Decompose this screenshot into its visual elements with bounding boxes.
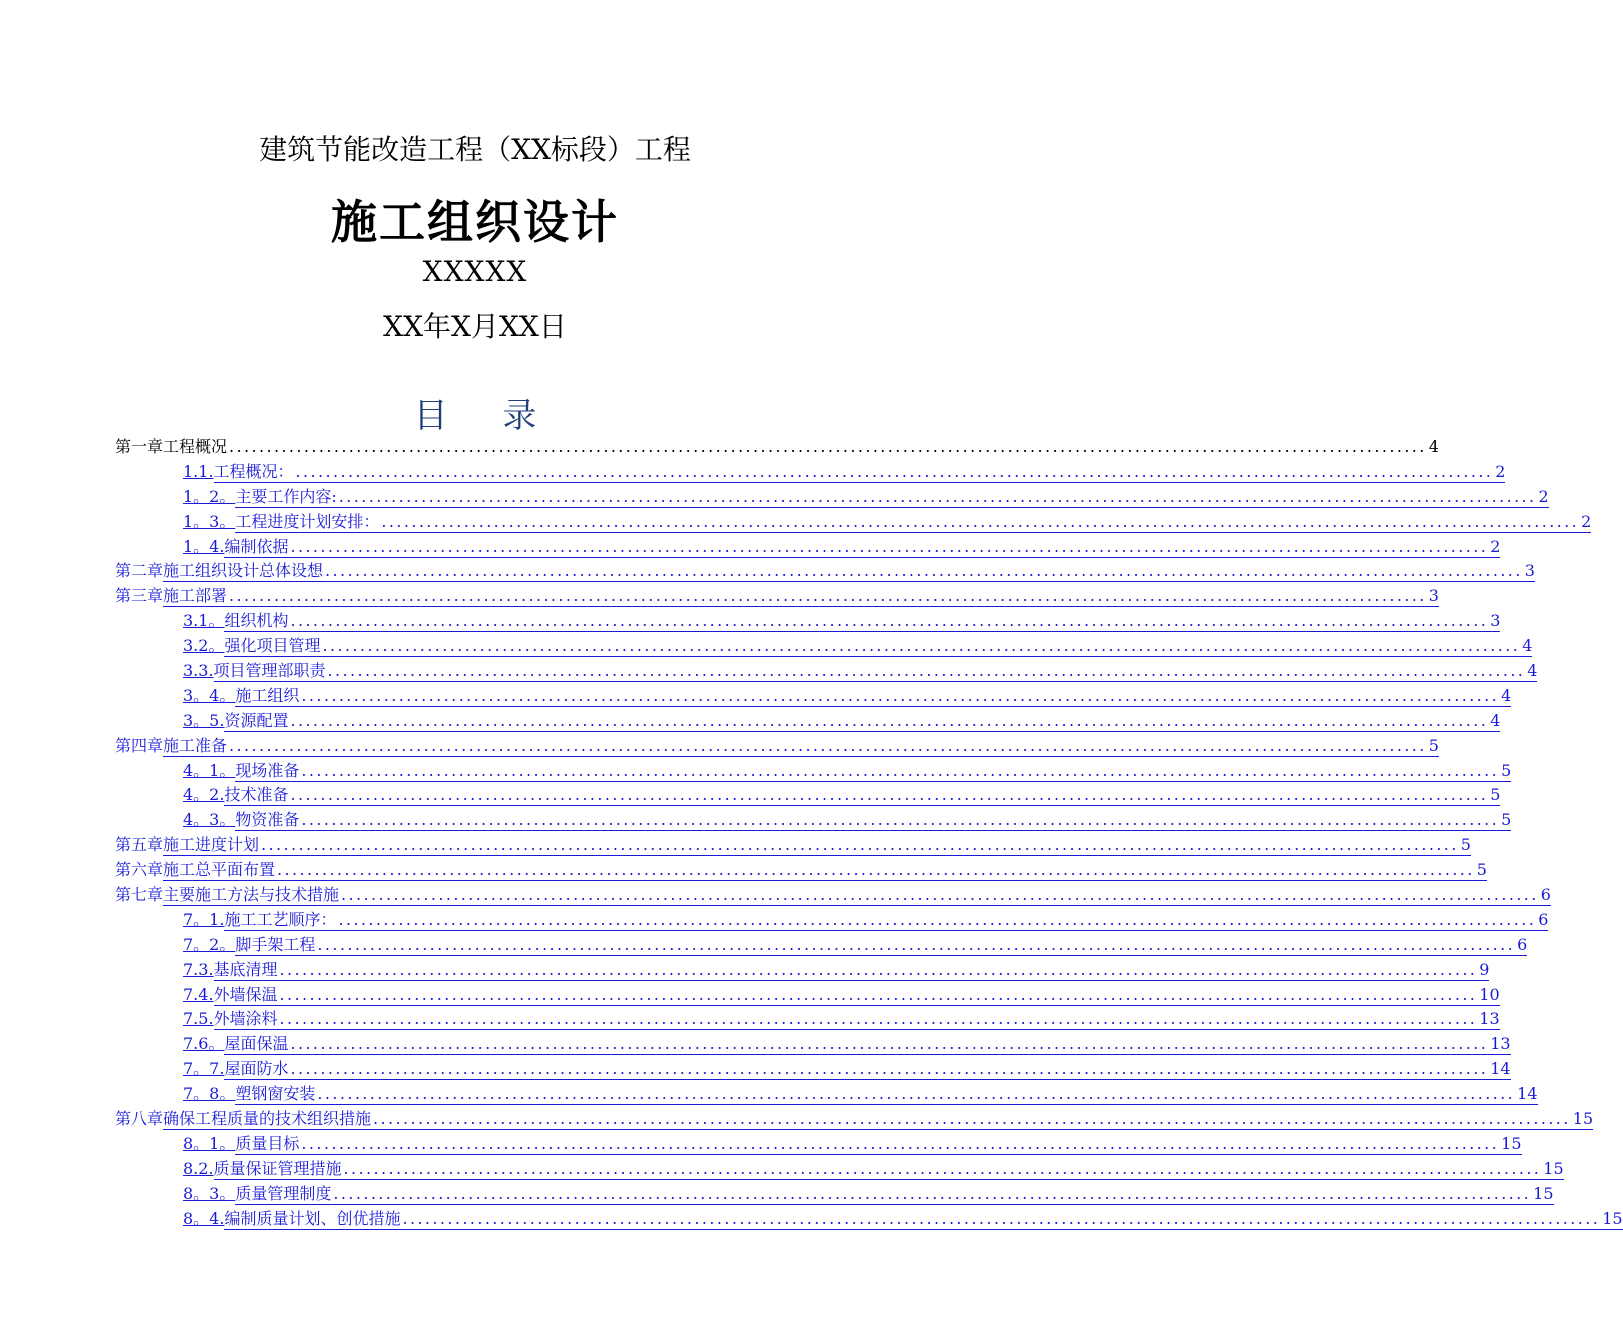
toc-leader-dots [277,860,1475,880]
toc-leader-dots [280,960,1478,980]
toc-leader-dots [339,487,1537,507]
toc-entry-page: 14 [1517,1084,1538,1104]
toc-entry-page: 4 [1527,661,1538,681]
toc-entry[interactable] [115,858,1487,883]
toc-leader-dots [290,785,1488,805]
toc-entry-number: 第一章 [115,437,164,456]
toc-entry-title: 施工准备 [163,735,228,755]
project-subtitle: 建筑节能改造工程（XX标段）工程 [259,133,691,166]
toc-entry-page: 3 [1428,586,1439,606]
toc-leader-dots [317,935,1515,955]
toc-entry[interactable] [115,759,1512,784]
toc-leader-dots [341,885,1539,905]
toc-entry-page: 4 [1428,437,1439,456]
toc-entry-title: 组织机构 [224,611,289,631]
toc-entry-page: 15 [1533,1183,1554,1203]
toc-leader-dots [402,1209,1600,1229]
toc-entry[interactable] [115,485,1549,510]
toc-entry-number: 7。7. [183,1059,225,1079]
document-date: XX年X月XX日 [383,310,567,343]
toc-entry-title: 质量保证管理措施 [213,1158,342,1178]
toc-entry-number: 1。2。 [183,486,236,506]
toc-entry-title: 施工进度计划 [163,835,260,855]
toc-leader-dots [333,1184,1531,1204]
toc-entry-link[interactable] [163,736,1439,757]
toc-entry-title: 技术准备 [224,785,289,805]
toc-entry-link[interactable] [235,935,1527,956]
toc-entry-link [163,437,1439,457]
toc-entry-link[interactable] [214,1009,1500,1030]
toc-entry-number: 4。2. [183,785,225,805]
toc-entry-page: 6 [1540,885,1551,905]
toc-entry-number: 7.4. [183,984,214,1004]
toc-entry-link[interactable] [235,487,1548,508]
toc-entry-title: 资源配置 [224,710,289,730]
toc-entry-number: 3.1。 [183,611,225,631]
toc-entry-number: 1。4. [183,536,225,556]
toc-entry-link[interactable] [224,636,1532,657]
toc-entry-page: 3 [1524,561,1535,581]
toc-entry-number: 8。3。 [183,1183,236,1203]
toc-entry[interactable] [115,609,1501,634]
toc-entry-title: 确保工程质量的技术组织措施 [163,1109,372,1129]
toc-leader-dots [229,736,1427,756]
toc-entry-page: 9 [1479,959,1490,979]
toc-entry-link[interactable] [235,1084,1537,1105]
toc-entry-title: 项目管理部职责 [213,661,326,681]
toc-leader-dots [290,711,1488,731]
toc-entry-page: 5 [1490,785,1501,805]
toc-entry-link[interactable] [224,1034,1510,1055]
toc-entry-page: 5 [1476,860,1487,880]
toc-leader-dots [338,910,1536,930]
toc-entry[interactable] [115,1082,1538,1107]
toc-entry-title: 基底清理 [213,959,278,979]
toc-entry-page: 2 [1581,511,1592,531]
toc-entry-number: 7。1. [183,909,225,929]
toc-entry-number: 7.6。 [183,1034,225,1054]
toc-entry-title: 施工总平面布置 [163,860,276,880]
toc-entry-link[interactable] [163,1109,1593,1130]
toc-entry-link[interactable] [214,1159,1564,1180]
toc-entry-link[interactable] [235,1184,1553,1205]
toc-entry[interactable] [115,659,1538,684]
toc-entry-number: 1.1. [183,461,214,481]
toc-entry-page: 3 [1490,611,1501,631]
toc-leader-dots [325,561,1523,581]
toc-entry-title: 施工组织 [235,685,300,705]
toc-entry-title: 屋面防水 [224,1059,289,1079]
toc-leader-dots [381,512,1579,532]
toc-entry-page: 2 [1490,536,1501,556]
toc-leader-dots [229,437,1427,457]
toc-entry-page: 4 [1522,636,1533,656]
toc-leader-dots [261,835,1459,855]
toc-leader-dots [344,1159,1542,1179]
toc-entry[interactable] [115,684,1512,709]
toc-entry-title: 工程概况 [163,437,228,456]
toc-leader-dots [328,661,1526,681]
toc-entry-link[interactable] [235,761,1511,782]
toc-entry[interactable] [115,908,1549,933]
toc-entry-link[interactable] [224,537,1500,558]
toc-entry-page: 10 [1479,984,1500,1004]
toc-entry-link[interactable] [163,561,1535,582]
toc-entry-link[interactable] [235,686,1511,707]
toc-entry[interactable] [115,634,1533,659]
toc-entry-link[interactable] [214,985,1500,1006]
toc-entry[interactable] [115,783,1501,808]
toc-entry-page: 4 [1501,685,1512,705]
toc-leader-dots [290,1059,1488,1079]
toc-leader-dots [296,462,1494,482]
toc-entry-page: 2 [1495,461,1506,481]
toc-entry[interactable] [115,1207,1623,1232]
toc-entry[interactable] [115,460,1506,485]
toc-leader-dots [280,1009,1478,1029]
toc-entry-title: 现场准备 [235,760,300,780]
toc-entry-title: 主要工作内容: [235,486,337,506]
toc-entry-number: 7.5. [183,1009,214,1029]
toc-leader-dots [229,586,1427,606]
toc-entry[interactable] [115,1157,1564,1182]
toc-entry-number: 3。4。 [183,685,236,705]
toc-entry-title: 工程概况： [213,461,294,481]
toc-entry-number: 3.3. [183,661,214,681]
toc-entry-number: 第四章 [115,735,164,755]
toc-entry-number: 8。4. [183,1208,225,1228]
toc-entry-page: 13 [1479,1009,1500,1029]
toc-entry-link[interactable] [235,810,1511,831]
toc-entry-link[interactable] [214,462,1506,483]
toc-entry-title: 工程进度计划安排： [235,511,380,531]
toc-entry-link[interactable] [214,661,1538,682]
toc-entry-page: 15 [1501,1133,1522,1153]
toc-entry[interactable] [115,808,1512,833]
toc-entry-page: 15 [1543,1158,1564,1178]
toc-entry-link[interactable] [163,586,1439,607]
toc-entry-page: 15 [1572,1109,1594,1129]
toc-entry-link[interactable] [235,1134,1521,1155]
toc-entry-number: 第三章 [115,586,164,606]
toc-entry[interactable] [115,1057,1511,1082]
toc-entry [115,435,1439,460]
toc-entry-number: 1。3。 [183,511,236,531]
toc-entry-page: 4 [1490,710,1501,730]
toc-entry-number: 第七章 [115,885,164,905]
table-of-contents [115,435,1623,1232]
document-title: 施工组织设计 [331,195,619,249]
toc-entry-number: 7。2。 [183,934,236,954]
toc-leader-dots [301,810,1499,830]
toc-entry-number: 4。1。 [183,760,236,780]
toc-entry-page: 5 [1460,835,1471,855]
toc-entry-page: 6 [1517,934,1528,954]
toc-entry-title: 外墙保温 [213,984,278,1004]
toc-entry-page: 5 [1501,810,1512,830]
toc-entry[interactable] [115,833,1471,858]
toc-entry-title: 脚手架工程 [235,934,316,954]
toc-entry[interactable] [115,933,1528,958]
toc-heading: 目 录 [413,396,559,436]
toc-entry-page: 13 [1490,1034,1511,1054]
toc-leader-dots [290,537,1488,557]
toc-entry-link[interactable] [224,1059,1510,1080]
toc-entry-title: 主要施工方法与技术措施 [163,885,340,905]
toc-entry-link[interactable] [163,885,1551,906]
toc-entry-page: 5 [1501,760,1512,780]
toc-entry-number: 第八章 [115,1109,164,1129]
toc-leader-dots [373,1109,1571,1129]
toc-entry-number: 4。3。 [183,810,236,830]
toc-entry-link[interactable] [163,860,1487,881]
toc-entry-page: 15 [1602,1208,1623,1228]
toc-entry-link[interactable] [224,711,1500,732]
toc-entry-title: 物资准备 [235,810,300,830]
toc-entry[interactable] [115,883,1551,908]
toc-entry-title: 质量目标 [235,1133,300,1153]
toc-entry[interactable] [115,1132,1522,1157]
toc-entry[interactable] [115,1007,1500,1032]
company-name: XXXXX [422,255,528,288]
toc-entry-number: 第六章 [115,860,164,880]
toc-leader-dots [280,985,1478,1005]
toc-entry-number: 8.2. [183,1158,214,1178]
toc-leader-dots [317,1084,1515,1104]
toc-entry[interactable] [115,584,1439,609]
toc-entry-number: 7.3. [183,959,214,979]
toc-entry-link[interactable] [224,611,1500,632]
toc-entry-link[interactable] [163,835,1471,856]
toc-leader-dots [290,1034,1488,1054]
toc-entry-title: 编制质量计划、创优措施 [224,1208,401,1228]
toc-leader-dots [301,761,1499,781]
toc-leader-dots [322,636,1520,656]
toc-entry-number: 8。1。 [183,1133,236,1153]
toc-entry[interactable] [115,535,1501,560]
toc-entry-number: 第五章 [115,835,164,855]
toc-entry[interactable] [115,1032,1511,1057]
toc-entry-title: 屋面保温 [224,1034,289,1054]
toc-entry-link[interactable] [214,960,1490,981]
toc-entry-number: 3。5. [183,710,225,730]
toc-entry[interactable] [115,709,1501,734]
toc-entry-link[interactable] [224,785,1500,806]
toc-entry[interactable] [115,1107,1594,1132]
toc-entry-title: 施工工艺顺序： [224,909,337,929]
toc-entry-number: 3.2。 [183,636,225,656]
toc-entry-page: 5 [1428,735,1439,755]
toc-entry-link[interactable] [235,512,1591,533]
toc-entry-page: 2 [1538,486,1549,506]
toc-entry-number: 7。8。 [183,1084,236,1104]
toc-entry-title: 编制依据 [224,536,289,556]
toc-entry-title: 质量管理制度 [235,1183,332,1203]
toc-leader-dots [290,611,1488,631]
toc-entry-title: 强化项目管理 [224,636,321,656]
toc-entry-link[interactable] [224,1209,1622,1230]
toc-entry-link[interactable] [224,910,1548,931]
toc-entry-page: 6 [1538,909,1549,929]
toc-entry-page: 14 [1490,1059,1511,1079]
toc-entry[interactable] [115,983,1500,1008]
toc-entry[interactable] [115,559,1535,584]
toc-entry[interactable] [115,958,1490,983]
toc-entry-number: 第二章 [115,561,164,581]
toc-leader-dots [301,1134,1499,1154]
toc-entry[interactable] [115,1182,1554,1207]
toc-entry[interactable] [115,734,1439,759]
toc-entry[interactable] [115,510,1592,535]
toc-entry-title: 外墙涂料 [213,1009,278,1029]
toc-entry-title: 塑钢窗安装 [235,1084,316,1104]
toc-leader-dots [301,686,1499,706]
toc-entry-title: 施工组织设计总体设想 [163,561,324,581]
toc-entry-title: 施工部署 [163,586,228,606]
